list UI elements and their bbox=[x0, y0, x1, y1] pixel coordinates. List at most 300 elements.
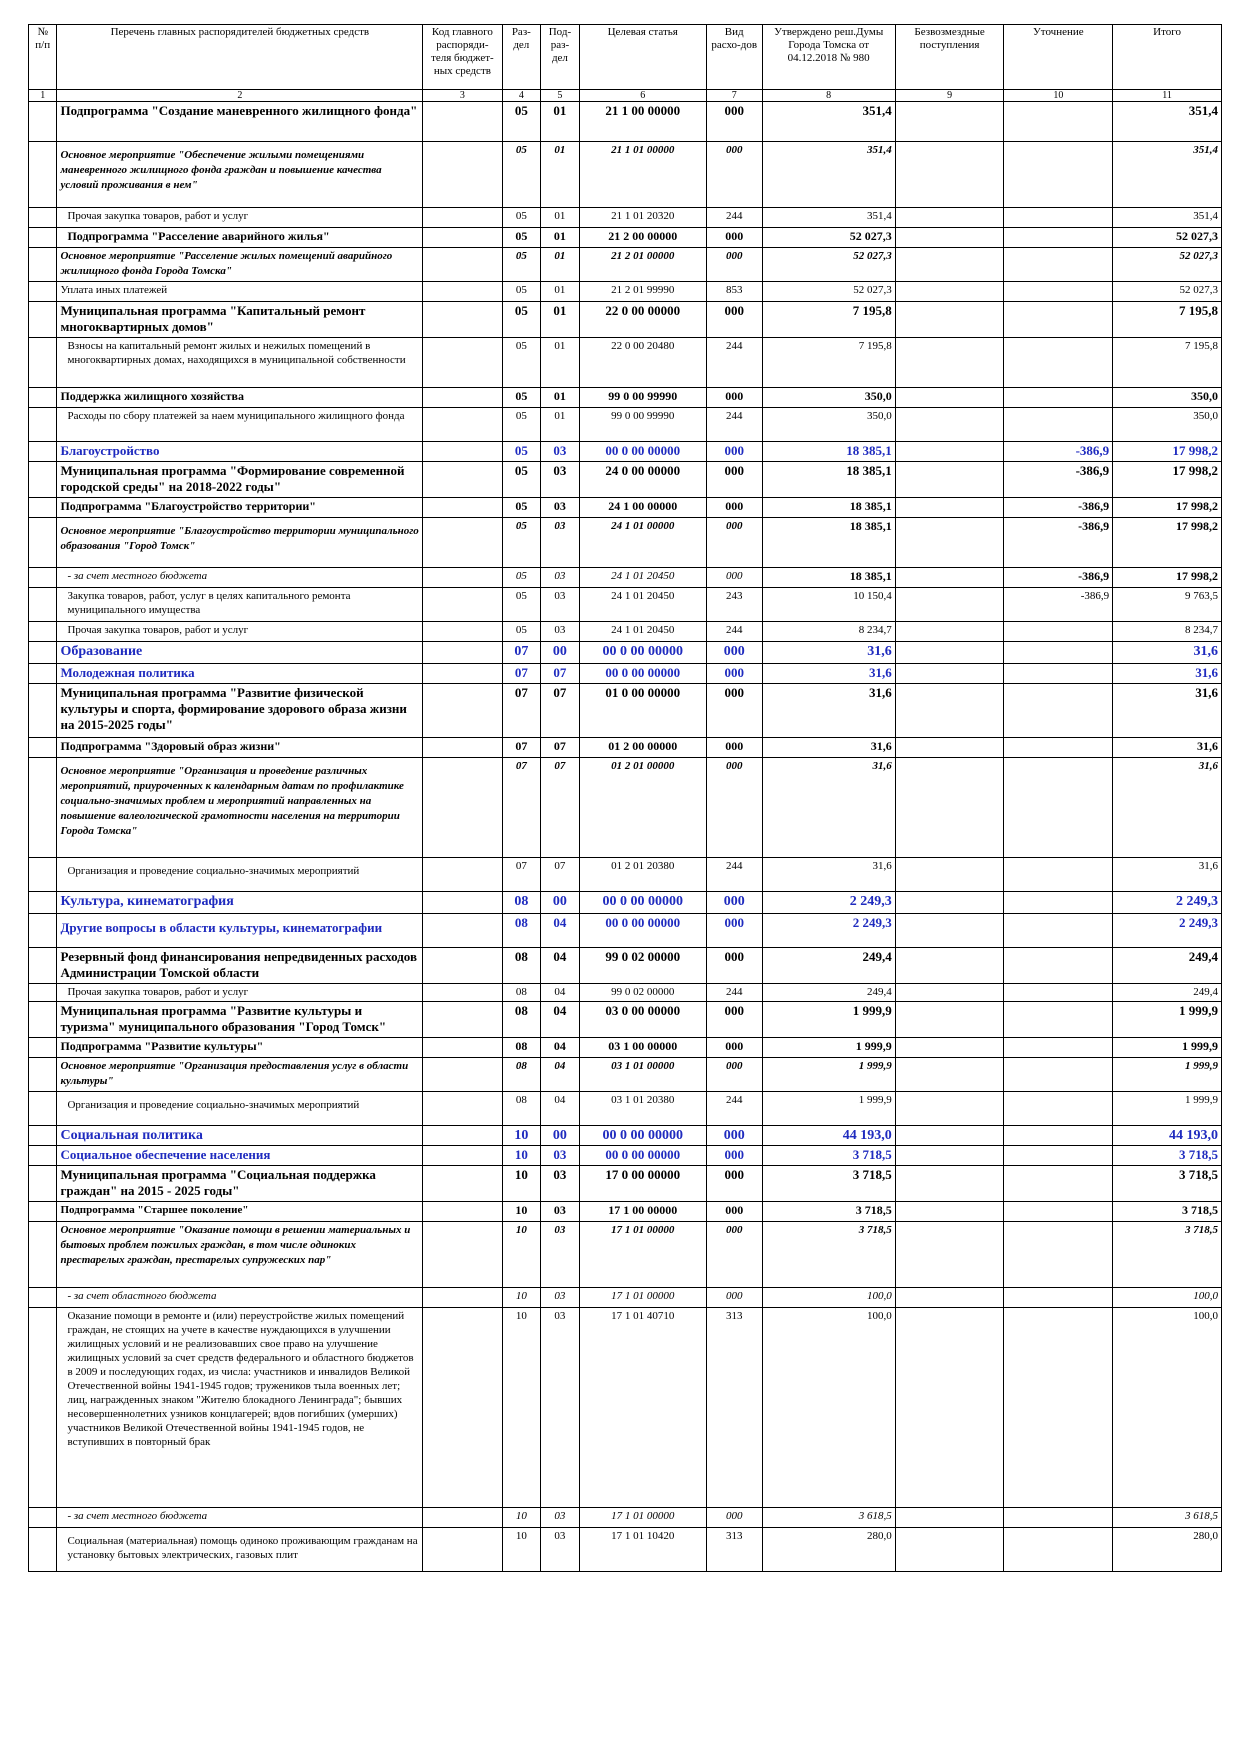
cell-adjustment bbox=[1004, 1508, 1113, 1528]
cell-code bbox=[423, 462, 502, 498]
table-row bbox=[29, 1092, 1222, 1126]
cell-expense-type: 244 bbox=[706, 622, 762, 642]
cell-total: 100,0 bbox=[1113, 1308, 1222, 1508]
cell-expense-type: 000 bbox=[706, 664, 762, 684]
cell-adjustment bbox=[1004, 1002, 1113, 1038]
col-header-grants: Безвозмездные поступления bbox=[895, 25, 1004, 90]
cell-num bbox=[29, 228, 57, 248]
cell-grants bbox=[895, 102, 1004, 142]
cell-approved: 31,6 bbox=[762, 858, 895, 892]
cell-total: 1 999,9 bbox=[1113, 1092, 1222, 1126]
cell-approved: 3 618,5 bbox=[762, 1508, 895, 1528]
cell-num bbox=[29, 1528, 57, 1572]
cell-name: Муниципальная программа "Капитальный ремонт многоквартирных домов" bbox=[57, 302, 423, 338]
cell-total: 1 999,9 bbox=[1113, 1002, 1222, 1038]
cell-code bbox=[423, 388, 502, 408]
cell-target: 17 1 01 40710 bbox=[579, 1308, 706, 1508]
cell-target: 17 0 00 00000 bbox=[579, 1166, 706, 1202]
cell-subsection: 03 bbox=[541, 1202, 580, 1222]
cell-grants bbox=[895, 642, 1004, 664]
table-row bbox=[29, 1166, 1222, 1202]
table-row bbox=[29, 858, 1222, 892]
cell-section: 05 bbox=[502, 282, 541, 302]
cell-total: 351,4 bbox=[1113, 142, 1222, 208]
table-row bbox=[29, 1038, 1222, 1058]
col-number: 5 bbox=[541, 90, 580, 102]
cell-subsection: 01 bbox=[541, 102, 580, 142]
cell-total: 351,4 bbox=[1113, 208, 1222, 228]
cell-target: 24 1 01 20450 bbox=[579, 588, 706, 622]
cell-grants bbox=[895, 738, 1004, 758]
cell-subsection: 00 bbox=[541, 1126, 580, 1146]
cell-approved: 249,4 bbox=[762, 984, 895, 1002]
cell-adjustment bbox=[1004, 892, 1113, 914]
table-row bbox=[29, 642, 1222, 664]
cell-name: Подпрограмма "Расселение аварийного жилья" bbox=[57, 228, 423, 248]
cell-name: Резервный фонд финансирования непредвиденных расходов Администрации Томской области bbox=[57, 948, 423, 984]
cell-subsection: 01 bbox=[541, 388, 580, 408]
table-row bbox=[29, 338, 1222, 388]
cell-total: 31,6 bbox=[1113, 738, 1222, 758]
cell-adjustment bbox=[1004, 1126, 1113, 1146]
cell-num bbox=[29, 142, 57, 208]
cell-total: 9 763,5 bbox=[1113, 588, 1222, 622]
cell-target: 01 2 00 00000 bbox=[579, 738, 706, 758]
cell-approved: 18 385,1 bbox=[762, 462, 895, 498]
cell-grants bbox=[895, 442, 1004, 462]
cell-grants bbox=[895, 588, 1004, 622]
cell-name: Основное мероприятие "Обеспечение жилыми помещениями маневренного жилищного фонда граждан и повышение качества условий проживания в нем" bbox=[57, 142, 423, 208]
cell-approved: 52 027,3 bbox=[762, 248, 895, 282]
cell-target: 21 1 01 20320 bbox=[579, 208, 706, 228]
cell-expense-type: 313 bbox=[706, 1308, 762, 1508]
cell-total: 31,6 bbox=[1113, 664, 1222, 684]
cell-adjustment: -386,9 bbox=[1004, 568, 1113, 588]
cell-total: 249,4 bbox=[1113, 948, 1222, 984]
cell-subsection: 04 bbox=[541, 948, 580, 984]
cell-target: 99 0 02 00000 bbox=[579, 948, 706, 984]
cell-subsection: 07 bbox=[541, 858, 580, 892]
cell-target: 17 1 01 00000 bbox=[579, 1288, 706, 1308]
cell-code bbox=[423, 1202, 502, 1222]
cell-num bbox=[29, 388, 57, 408]
cell-section: 05 bbox=[502, 518, 541, 568]
table-row bbox=[29, 518, 1222, 568]
cell-section: 05 bbox=[502, 498, 541, 518]
cell-target: 99 0 02 00000 bbox=[579, 984, 706, 1002]
cell-expense-type: 000 bbox=[706, 948, 762, 984]
cell-target: 21 2 01 00000 bbox=[579, 248, 706, 282]
cell-total: 7 195,8 bbox=[1113, 302, 1222, 338]
cell-expense-type: 244 bbox=[706, 858, 762, 892]
cell-code bbox=[423, 892, 502, 914]
cell-target: 22 0 00 00000 bbox=[579, 302, 706, 338]
cell-adjustment bbox=[1004, 102, 1113, 142]
cell-adjustment bbox=[1004, 408, 1113, 442]
cell-expense-type: 000 bbox=[706, 462, 762, 498]
cell-target: 21 1 01 00000 bbox=[579, 142, 706, 208]
cell-expense-type: 000 bbox=[706, 1146, 762, 1166]
cell-adjustment bbox=[1004, 338, 1113, 388]
cell-subsection: 07 bbox=[541, 664, 580, 684]
cell-name: Другие вопросы в области культуры, кинематографии bbox=[57, 914, 423, 948]
cell-adjustment bbox=[1004, 984, 1113, 1002]
table-row bbox=[29, 1528, 1222, 1572]
cell-subsection: 04 bbox=[541, 1002, 580, 1038]
col-header-code: Код главного распоряди-теля бюджет-ных средств bbox=[423, 25, 502, 90]
cell-approved: 350,0 bbox=[762, 408, 895, 442]
cell-total: 249,4 bbox=[1113, 984, 1222, 1002]
cell-approved: 100,0 bbox=[762, 1288, 895, 1308]
cell-num bbox=[29, 518, 57, 568]
cell-name: Культура, кинематография bbox=[57, 892, 423, 914]
cell-subsection: 01 bbox=[541, 282, 580, 302]
cell-approved: 10 150,4 bbox=[762, 588, 895, 622]
cell-name: - за счет местного бюджета bbox=[57, 1508, 423, 1528]
cell-target: 03 1 00 00000 bbox=[579, 1038, 706, 1058]
cell-section: 10 bbox=[502, 1126, 541, 1146]
col-header-total: Итого bbox=[1113, 25, 1222, 90]
cell-subsection: 03 bbox=[541, 442, 580, 462]
cell-expense-type: 000 bbox=[706, 1222, 762, 1288]
col-number: 1 bbox=[29, 90, 57, 102]
table-row bbox=[29, 142, 1222, 208]
cell-expense-type: 000 bbox=[706, 302, 762, 338]
cell-section: 08 bbox=[502, 1092, 541, 1126]
cell-grants bbox=[895, 302, 1004, 338]
cell-num bbox=[29, 408, 57, 442]
cell-section: 10 bbox=[502, 1202, 541, 1222]
table-row bbox=[29, 1146, 1222, 1166]
cell-num bbox=[29, 442, 57, 462]
cell-target: 24 1 01 20450 bbox=[579, 568, 706, 588]
cell-subsection: 03 bbox=[541, 1166, 580, 1202]
cell-num bbox=[29, 684, 57, 738]
cell-subsection: 04 bbox=[541, 1038, 580, 1058]
cell-adjustment bbox=[1004, 738, 1113, 758]
cell-total: 100,0 bbox=[1113, 1288, 1222, 1308]
table-row bbox=[29, 1002, 1222, 1038]
table-row bbox=[29, 684, 1222, 738]
cell-adjustment bbox=[1004, 248, 1113, 282]
cell-adjustment bbox=[1004, 1222, 1113, 1288]
cell-approved: 100,0 bbox=[762, 1308, 895, 1508]
cell-code bbox=[423, 1166, 502, 1202]
table-row bbox=[29, 914, 1222, 948]
cell-approved: 3 718,5 bbox=[762, 1202, 895, 1222]
cell-expense-type: 000 bbox=[706, 684, 762, 738]
cell-section: 08 bbox=[502, 914, 541, 948]
cell-section: 05 bbox=[502, 568, 541, 588]
cell-name: Прочая закупка товаров, работ и услуг bbox=[57, 208, 423, 228]
col-number: 9 bbox=[895, 90, 1004, 102]
cell-adjustment bbox=[1004, 388, 1113, 408]
cell-grants bbox=[895, 1146, 1004, 1166]
cell-grants bbox=[895, 1508, 1004, 1528]
cell-num bbox=[29, 302, 57, 338]
cell-code bbox=[423, 1308, 502, 1508]
cell-expense-type: 000 bbox=[706, 1166, 762, 1202]
cell-num bbox=[29, 858, 57, 892]
cell-grants bbox=[895, 1202, 1004, 1222]
cell-grants bbox=[895, 622, 1004, 642]
cell-code bbox=[423, 568, 502, 588]
col-number: 3 bbox=[423, 90, 502, 102]
cell-num bbox=[29, 1288, 57, 1308]
cell-num bbox=[29, 1146, 57, 1166]
cell-target: 17 1 00 00000 bbox=[579, 1202, 706, 1222]
cell-approved: 31,6 bbox=[762, 758, 895, 858]
cell-name: Основное мероприятие "Организация и проведение различных мероприятий, приуроченных к календарным датам по профилактике социально-значимых проблем и мероприятий направленных на повышение валеологической грамотности населения на территории Города Томска" bbox=[57, 758, 423, 858]
cell-target: 17 1 01 10420 bbox=[579, 1528, 706, 1572]
cell-target: 21 2 00 00000 bbox=[579, 228, 706, 248]
col-number: 6 bbox=[579, 90, 706, 102]
table-row bbox=[29, 588, 1222, 622]
table-row bbox=[29, 1202, 1222, 1222]
cell-name: Муниципальная программа "Формирование современной городской среды" на 2018-2022 годы" bbox=[57, 462, 423, 498]
cell-subsection: 03 bbox=[541, 462, 580, 498]
cell-subsection: 03 bbox=[541, 1222, 580, 1288]
cell-target: 00 0 00 00000 bbox=[579, 664, 706, 684]
cell-name: Муниципальная программа "Социальная поддержка граждан" на 2015 - 2025 годы" bbox=[57, 1166, 423, 1202]
cell-adjustment: -386,9 bbox=[1004, 462, 1113, 498]
col-header-name: Перечень главных распорядителей бюджетных средств bbox=[57, 25, 423, 90]
cell-subsection: 07 bbox=[541, 758, 580, 858]
cell-total: 17 998,2 bbox=[1113, 442, 1222, 462]
cell-name: Подпрограмма "Здоровый образ жизни" bbox=[57, 738, 423, 758]
cell-code bbox=[423, 142, 502, 208]
cell-target: 01 0 00 00000 bbox=[579, 684, 706, 738]
cell-code bbox=[423, 738, 502, 758]
cell-approved: 8 234,7 bbox=[762, 622, 895, 642]
cell-total: 31,6 bbox=[1113, 642, 1222, 664]
cell-num bbox=[29, 1166, 57, 1202]
cell-grants bbox=[895, 1288, 1004, 1308]
cell-approved: 1 999,9 bbox=[762, 1058, 895, 1092]
cell-grants bbox=[895, 758, 1004, 858]
table-row bbox=[29, 1058, 1222, 1092]
cell-adjustment bbox=[1004, 282, 1113, 302]
cell-grants bbox=[895, 498, 1004, 518]
col-number: 7 bbox=[706, 90, 762, 102]
cell-total: 52 027,3 bbox=[1113, 248, 1222, 282]
cell-total: 17 998,2 bbox=[1113, 498, 1222, 518]
cell-grants bbox=[895, 1092, 1004, 1126]
cell-subsection: 01 bbox=[541, 338, 580, 388]
col-number: 11 bbox=[1113, 90, 1222, 102]
cell-section: 07 bbox=[502, 684, 541, 738]
cell-adjustment bbox=[1004, 1058, 1113, 1092]
cell-expense-type: 313 bbox=[706, 1528, 762, 1572]
table-row bbox=[29, 1222, 1222, 1288]
cell-total: 31,6 bbox=[1113, 758, 1222, 858]
cell-subsection: 00 bbox=[541, 892, 580, 914]
cell-grants bbox=[895, 1038, 1004, 1058]
cell-total: 2 249,3 bbox=[1113, 914, 1222, 948]
cell-name: Организация и проведение социально-значимых мероприятий bbox=[57, 858, 423, 892]
cell-num bbox=[29, 1092, 57, 1126]
cell-section: 05 bbox=[502, 208, 541, 228]
cell-target: 17 1 01 00000 bbox=[579, 1222, 706, 1288]
cell-expense-type: 000 bbox=[706, 228, 762, 248]
cell-section: 05 bbox=[502, 248, 541, 282]
cell-approved: 351,4 bbox=[762, 102, 895, 142]
cell-adjustment bbox=[1004, 948, 1113, 984]
table-row bbox=[29, 388, 1222, 408]
cell-section: 08 bbox=[502, 1038, 541, 1058]
cell-code bbox=[423, 1126, 502, 1146]
cell-section: 05 bbox=[502, 228, 541, 248]
cell-num bbox=[29, 462, 57, 498]
cell-subsection: 04 bbox=[541, 914, 580, 948]
cell-name: Подпрограмма "Развитие культуры" bbox=[57, 1038, 423, 1058]
table-row bbox=[29, 462, 1222, 498]
cell-subsection: 07 bbox=[541, 738, 580, 758]
col-header-section: Раз-дел bbox=[502, 25, 541, 90]
cell-name: Основное мероприятие "Благоустройство территории муниципального образования "Город Томск" bbox=[57, 518, 423, 568]
cell-approved: 18 385,1 bbox=[762, 568, 895, 588]
table-row bbox=[29, 248, 1222, 282]
cell-expense-type: 000 bbox=[706, 1058, 762, 1092]
cell-adjustment: -386,9 bbox=[1004, 442, 1113, 462]
cell-name: Расходы по сбору платежей за наем муниципального жилищного фонда bbox=[57, 408, 423, 442]
cell-target: 24 1 00 00000 bbox=[579, 498, 706, 518]
cell-grants bbox=[895, 664, 1004, 684]
cell-approved: 7 195,8 bbox=[762, 338, 895, 388]
cell-total: 52 027,3 bbox=[1113, 282, 1222, 302]
cell-subsection: 01 bbox=[541, 208, 580, 228]
cell-code bbox=[423, 948, 502, 984]
cell-expense-type: 000 bbox=[706, 1202, 762, 1222]
cell-num bbox=[29, 1308, 57, 1508]
cell-code bbox=[423, 1002, 502, 1038]
cell-code bbox=[423, 1146, 502, 1166]
cell-approved: 31,6 bbox=[762, 684, 895, 738]
cell-name: Подпрограмма "Благоустройство территории" bbox=[57, 498, 423, 518]
cell-total: 1 999,9 bbox=[1113, 1038, 1222, 1058]
cell-approved: 3 718,5 bbox=[762, 1146, 895, 1166]
cell-subsection: 03 bbox=[541, 1146, 580, 1166]
cell-approved: 18 385,1 bbox=[762, 442, 895, 462]
cell-section: 05 bbox=[502, 442, 541, 462]
cell-subsection: 03 bbox=[541, 568, 580, 588]
col-header-num: № п/п bbox=[29, 25, 57, 90]
cell-section: 10 bbox=[502, 1288, 541, 1308]
cell-num bbox=[29, 588, 57, 622]
cell-total: 350,0 bbox=[1113, 388, 1222, 408]
cell-section: 05 bbox=[502, 338, 541, 388]
cell-approved: 2 249,3 bbox=[762, 914, 895, 948]
cell-subsection: 01 bbox=[541, 302, 580, 338]
table-row bbox=[29, 1126, 1222, 1146]
cell-num bbox=[29, 1202, 57, 1222]
cell-section: 08 bbox=[502, 948, 541, 984]
table-row bbox=[29, 498, 1222, 518]
cell-code bbox=[423, 248, 502, 282]
cell-code bbox=[423, 498, 502, 518]
cell-section: 08 bbox=[502, 1058, 541, 1092]
table-row bbox=[29, 208, 1222, 228]
cell-num bbox=[29, 248, 57, 282]
cell-expense-type: 244 bbox=[706, 1092, 762, 1126]
cell-expense-type: 000 bbox=[706, 642, 762, 664]
cell-subsection: 03 bbox=[541, 1528, 580, 1572]
cell-name: Основное мероприятие "Организация предоставления услуг в области культуры" bbox=[57, 1058, 423, 1092]
cell-code bbox=[423, 1058, 502, 1092]
cell-section: 05 bbox=[502, 388, 541, 408]
col-header-adjustment: Уточнение bbox=[1004, 25, 1113, 90]
cell-expense-type: 000 bbox=[706, 248, 762, 282]
cell-subsection: 03 bbox=[541, 588, 580, 622]
cell-target: 99 0 00 99990 bbox=[579, 408, 706, 442]
cell-total: 2 249,3 bbox=[1113, 892, 1222, 914]
cell-grants bbox=[895, 1222, 1004, 1288]
cell-section: 07 bbox=[502, 642, 541, 664]
cell-total: 44 193,0 bbox=[1113, 1126, 1222, 1146]
table-row bbox=[29, 408, 1222, 442]
budget-table bbox=[28, 24, 1222, 1572]
cell-total: 17 998,2 bbox=[1113, 462, 1222, 498]
cell-grants bbox=[895, 388, 1004, 408]
cell-num bbox=[29, 282, 57, 302]
cell-total: 1 999,9 bbox=[1113, 1058, 1222, 1092]
table-body bbox=[29, 102, 1222, 1572]
cell-adjustment bbox=[1004, 1528, 1113, 1572]
table-row bbox=[29, 948, 1222, 984]
cell-section: 05 bbox=[502, 588, 541, 622]
cell-target: 17 1 01 00000 bbox=[579, 1508, 706, 1528]
cell-code bbox=[423, 984, 502, 1002]
cell-name: Прочая закупка товаров, работ и услуг bbox=[57, 984, 423, 1002]
cell-target: 21 2 01 99990 bbox=[579, 282, 706, 302]
cell-adjustment bbox=[1004, 1288, 1113, 1308]
cell-approved: 7 195,8 bbox=[762, 302, 895, 338]
cell-num bbox=[29, 948, 57, 984]
cell-subsection: 04 bbox=[541, 1058, 580, 1092]
cell-target: 03 1 01 00000 bbox=[579, 1058, 706, 1092]
cell-name: Социальная (материальная) помощь одиноко проживающим гражданам на установку бытовых электрических, газовых плит bbox=[57, 1528, 423, 1572]
cell-total: 3 718,5 bbox=[1113, 1202, 1222, 1222]
col-header-target: Целевая статья bbox=[579, 25, 706, 90]
cell-target: 24 0 00 00000 bbox=[579, 462, 706, 498]
cell-expense-type: 000 bbox=[706, 518, 762, 568]
cell-code bbox=[423, 1508, 502, 1528]
cell-num bbox=[29, 984, 57, 1002]
cell-adjustment bbox=[1004, 1092, 1113, 1126]
cell-name: Муниципальная программа "Развитие физической культуры и спорта, формирование здорового образа жизни на 2015-2025 годы" bbox=[57, 684, 423, 738]
cell-section: 08 bbox=[502, 892, 541, 914]
cell-total: 3 718,5 bbox=[1113, 1146, 1222, 1166]
cell-name: Организация и проведение социально-значимых мероприятий bbox=[57, 1092, 423, 1126]
cell-section: 05 bbox=[502, 408, 541, 442]
cell-name: Оказание помощи в ремонте и (или) переустройстве жилых помещений граждан, не стоящих на учете в качестве нуждающихся в улучшении жилищных условий и не реализовавших свое право на улучшение жилищных условий за счет средств федерального и областного бюджетов в 2009 и последующих годах, из числа: участников и инвалидов Великой Отечественной войны 1941-1945 годов; тружеников тыла военных лет; лиц, награжденных знаком "Жителю блокадного Ленинграда"; бывших несовершеннолетних узников концлагерей; вдов погибших (умерших) участников Великой Отечественной войны 1941-1945 годов, не вступивших в повторный брак bbox=[57, 1308, 423, 1508]
cell-adjustment bbox=[1004, 664, 1113, 684]
cell-approved: 280,0 bbox=[762, 1528, 895, 1572]
cell-section: 05 bbox=[502, 462, 541, 498]
cell-grants bbox=[895, 684, 1004, 738]
cell-approved: 1 999,9 bbox=[762, 1092, 895, 1126]
cell-expense-type: 000 bbox=[706, 1126, 762, 1146]
cell-code bbox=[423, 1092, 502, 1126]
cell-code bbox=[423, 664, 502, 684]
cell-target: 03 1 01 20380 bbox=[579, 1092, 706, 1126]
cell-total: 7 195,8 bbox=[1113, 338, 1222, 388]
cell-total: 31,6 bbox=[1113, 684, 1222, 738]
cell-expense-type: 000 bbox=[706, 442, 762, 462]
cell-grants bbox=[895, 892, 1004, 914]
table-row bbox=[29, 302, 1222, 338]
cell-expense-type: 244 bbox=[706, 338, 762, 388]
